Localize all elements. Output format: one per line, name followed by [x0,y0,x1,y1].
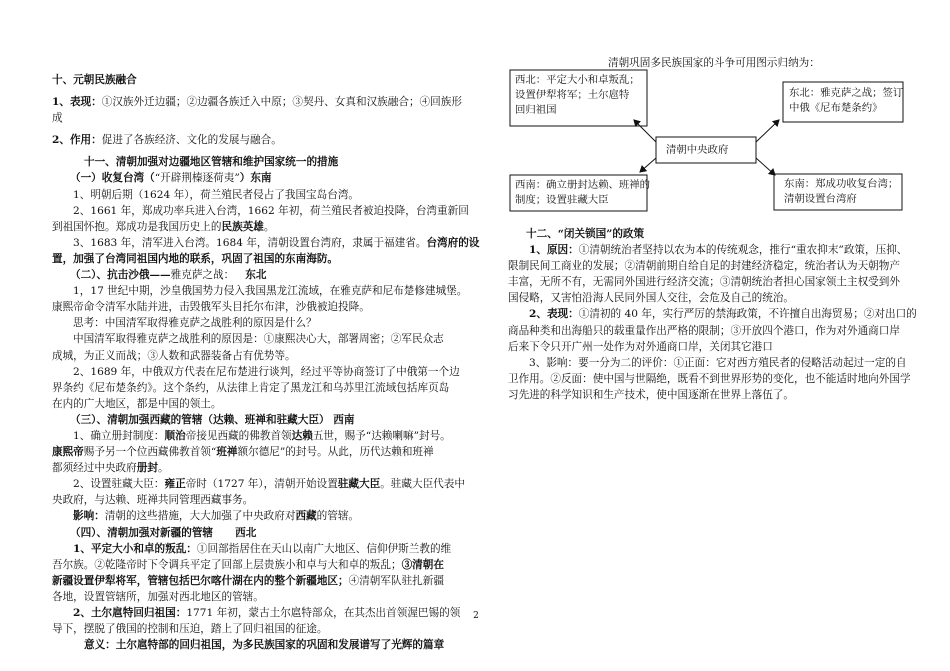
s12-line-5 [508,306,916,322]
s12-line-7: 后来下令只开广州一处作为对外通商口岸，关闭其它港口 [508,340,773,353]
s11-2-line-3: 思考：中国清军取得雅克萨之战胜利的原因是什么？ [73,317,317,330]
s11-4-l1a: 1、平定大小和卓的叛乱： [73,542,197,555]
s11-3-tail: 西南 [333,413,355,426]
s11-4-l3a: 新疆设置伊犁将军，管辖包括巴尔喀什湖在内的整个新疆地区； [52,574,349,587]
s11-4-line-4: 各地，设置管辖所，加强对西北地区的管辖。 [52,590,264,603]
s12-l5a: 2、表现： [529,308,579,321]
s11-3-l3c: 。 [157,462,169,475]
se-line-1: 东南：郑成功收复台湾； [784,178,899,190]
s10-line-1 [52,94,462,110]
s11-3-l3b: 册封 [136,462,158,475]
s11-3-l4c: 帝时（1727 年），清朝开始设置 [185,478,338,491]
s12-line-4: 国侵略，又害怕沿海人民同外国人交往，会危及自己的统治。 [508,292,795,305]
s11-3-heading [52,412,462,428]
s11-1-line-2: 2、1661 年，郑成功率兵进入台湾，1662 年初，荷兰殖民者被迫投降，台湾重新回 [73,204,469,217]
s11-3-head: （三）、清朝加强西藏的管辖（达赖、班禅和驻藏大臣） [70,413,330,426]
nw-line-1: 西北：平定大小和卓叛乱； [515,74,640,86]
s11-2-line-8: 在内的广大地区，都是中国的领土。 [52,397,222,410]
s11-3-l4d: 驻藏大臣 [337,478,381,491]
s11-1-l4a: 3、1683 年，清军进入台湾。1684 年，清朝设置台湾府，隶属于福建省。 [73,236,427,249]
s12-line-2: 限制民间工商业的发展；②清朝前期自给自足的封建经济稳定，统治者认为天朝物产 [508,260,900,273]
sw-line-2: 制度；设置驻藏大臣 [515,194,609,206]
s11-3-line-6 [52,508,462,524]
s12-line-3: 丰富，无所不有，无需同外国进行经济交流；③清朝统治者担心国家领土主权受到外 [508,276,900,289]
s11-3-l1c: 帝接见西藏的佛教首领 [185,429,292,442]
s12-line-10: 习先进的科学知识和生产技术，使中国逐渐在世界上落伍了。 [508,388,795,401]
right-column [508,226,916,403]
diagram-box-southwest [515,178,650,208]
s11-3-l1e: 五世，赐予“达赖喇嘛”封号。 [312,429,451,442]
s11-4-line-6: 导下，摆脱了俄国的控制和压迫，踏上了回归祖国的征途。 [52,623,328,636]
s11-1-line-3 [52,219,462,235]
s12-l1a: 1、原因： [529,244,579,257]
s12-l1b: ①清朝统治者坚持以农为本的传统观念，推行“重农抑末”政策，压抑、 [578,244,908,257]
section-10-title: 十、元朝民族融合 [52,74,137,86]
s11-3-l1b: 顺治 [164,429,186,442]
diagram-box-northeast [789,86,903,116]
s11-3-l2d: 额尔德尼”的封号。从此，历代达赖和班禅 [237,446,434,459]
left-column [52,72,480,653]
s10-text-1: ①汉族外迁边疆；②边疆各族迁入中原；③契丹、女真和汉族融合；④回族形 [101,96,462,109]
s11-4-l2: 吾尔族。②乾隆帝时下令调兵平定了回部上层贵族小和卓与大和卓的叛乱； [52,558,402,571]
s12-line-6: 商品种类和出海船只的载重量作出严格的限制；③开放四个港口，作为对外通商口岸 [508,324,900,337]
nw-line-3: 回归祖国 [515,104,557,116]
ne-line-1: 东北：雅克萨之战；签订 [789,87,904,99]
s11-3-line-2 [52,444,462,460]
diagram-center-label [666,143,728,158]
s11-2-mid: 雅克萨之战： [170,269,235,282]
s11-4-heading [52,525,462,541]
s11-4-l3b: ④清朝军队驻扎新疆 [348,574,444,587]
s11-4-l1b: ①回部指居住在天山以南广大地区、信仰伊斯兰教的维 [196,542,452,555]
s11-3-l6d: 的管辖。 [316,510,360,523]
s11-4-l2b: ③清朝在 [401,558,444,571]
s11-1-l3c: 。 [263,220,275,233]
s11-2-tail: 东北 [245,269,267,282]
s11-3-line-4 [52,476,465,492]
s11-3-l3a: 都须经过中央政府 [52,462,137,475]
s11-1-line-5: 置，加强了台湾同祖国内地的联系，巩固了祖国的东南海防。 [52,252,339,265]
s11-4-line-2 [52,557,462,573]
s11-4-line-7: 意义：土尔扈特部的回归祖国，为多民族国家的巩固和发展谱写了光辉的篇章 [84,639,445,652]
s11-3-l2a: 康熙帝 [52,446,84,459]
diagram-caption: 清朝巩固多民族国家的斗争可用图示归纳为： [608,57,820,69]
s10-label-1: 1、表现： [52,96,102,109]
s12-line-9: 卫作用。②反面：使中国与世隔绝，既看不到世界形势的变化，也不能适时地向外国学 [508,372,911,385]
s11-2-line-2: 康熙帝命令清军水陆并进，击毁俄军头目托尔布津，沙俄被迫投降。 [52,301,370,314]
page-number: 2 [473,611,479,621]
s11-1-l4b: 台湾府的设 [426,236,480,249]
diagram-box-southeast [784,177,898,207]
s10-line-1-cont: 成 [52,112,63,125]
ne-line-2: 中俄《尼布楚条约》 [789,102,883,114]
s11-3-line-1 [52,428,462,444]
s11-3-l4e: 。驻藏大臣代表中 [380,478,465,491]
s11-3-l1d: 达赖 [291,429,313,442]
s10-label-2: 2、作用： [52,134,102,147]
s11-1-quote: “开辟荆榛逐荷夷” [154,172,240,185]
s11-1-heading [52,170,462,186]
s11-2-line-4: 中国清军取得雅克萨之战胜利的原因是：①康熙决心大，部署周密；②军民众志 [73,333,444,346]
s11-1-line-4 [52,235,480,251]
s12-l5b: ①清初的 40 年，实行严厉的禁海政策，不许擅自出海贸易；②对出口的 [578,308,917,321]
s11-1-tail: ）东南 [239,172,272,185]
section-12-title: 十二、“闭关锁国”的政策 [526,228,645,240]
s10-text-2: 促进了各族经济、文化的发展与融合。 [101,134,282,147]
s11-4-l5a: 2、土尔扈特回归祖国： [73,607,187,619]
s11-3-l6a: 影响： [73,510,105,523]
s11-1-l3a: 到祖国怀抱。郑成功是我国历史上的 [52,220,222,233]
s11-1-line-1: 1、明朝后期（1624 年），荷兰殖民者侵占了我国宝岛台湾。 [73,188,360,201]
s11-3-l2b: 赐予另一个位西藏佛教首领“ [83,446,217,459]
s11-3-l6c: 西藏 [295,510,317,523]
s11-3-l4b: 雍正 [164,478,186,491]
se-line-2: 清朝设置台湾府 [784,193,857,205]
s11-3-line-5: 央政府，与达赖、班禅共同管理西藏事务。 [52,494,254,507]
nw-line-2: 设置伊犁将军；土尔扈特 [515,89,630,101]
s11-2-heading [52,267,462,283]
diagram-box-northwest [515,73,640,118]
s11-4-line-5 [52,605,462,621]
s11-1-l3b: 民族英雄 [221,220,264,233]
section-11-title: 十一、清朝加强对边疆地区管辖和维护国家统一的措施 [84,156,339,169]
s11-2-line-7: 界条约《尼布楚条约》。这个条约，从法律上肯定了黑龙江和乌苏里江流域包括库页岛 [52,381,450,394]
s11-4-line-3 [52,573,462,589]
s11-3-l1: 1、确立册封制度： [73,429,165,442]
s11-2-head: （二）、抗击沙俄—— [70,269,171,282]
s12-line-1 [508,242,916,258]
s11-1-head: （一）收复台湾（ [70,172,155,185]
s10-line-2 [52,132,462,148]
s11-3-line-3 [52,460,462,476]
s11-4-head: （四）、清朝加强对新疆的管辖 [70,526,214,539]
s12-line-8: 3、影响：要一分为二的评价：①正面：它对西方殖民者的侵略活动起过一定的自 [529,356,907,369]
s11-2-line-1: 1，17 世纪中期，沙皇俄国势力侵入我国黑龙江流域，在雅克萨和尼布楚修建城堡。 [73,285,468,298]
s11-4-tail: 西北 [235,526,257,539]
s11-2-line-6: 2、1689 年，中俄双方代表在尼布楚进行谈判，经过平等协商签订了中俄第一个边 [73,365,460,378]
sw-line-1: 西南：确立册封达赖、班禅的 [515,179,651,191]
s11-4-l5b: 1771 年初，蒙古土尔扈特部众，在其杰出首领渥巴锡的领 [186,607,461,619]
s11-3-l4a: 2、设置驻藏大臣： [73,478,165,491]
center-text: 清朝中央政府 [666,144,729,156]
s11-3-l2c: 班禅 [216,446,238,459]
s11-2-line-5: 成城，为正义而战；③人数和武器装备占有优势等。 [52,349,296,362]
s11-3-l6b: 清朝的这些措施，大大加强了中央政府对 [104,510,296,523]
s11-4-line-1 [52,541,462,557]
